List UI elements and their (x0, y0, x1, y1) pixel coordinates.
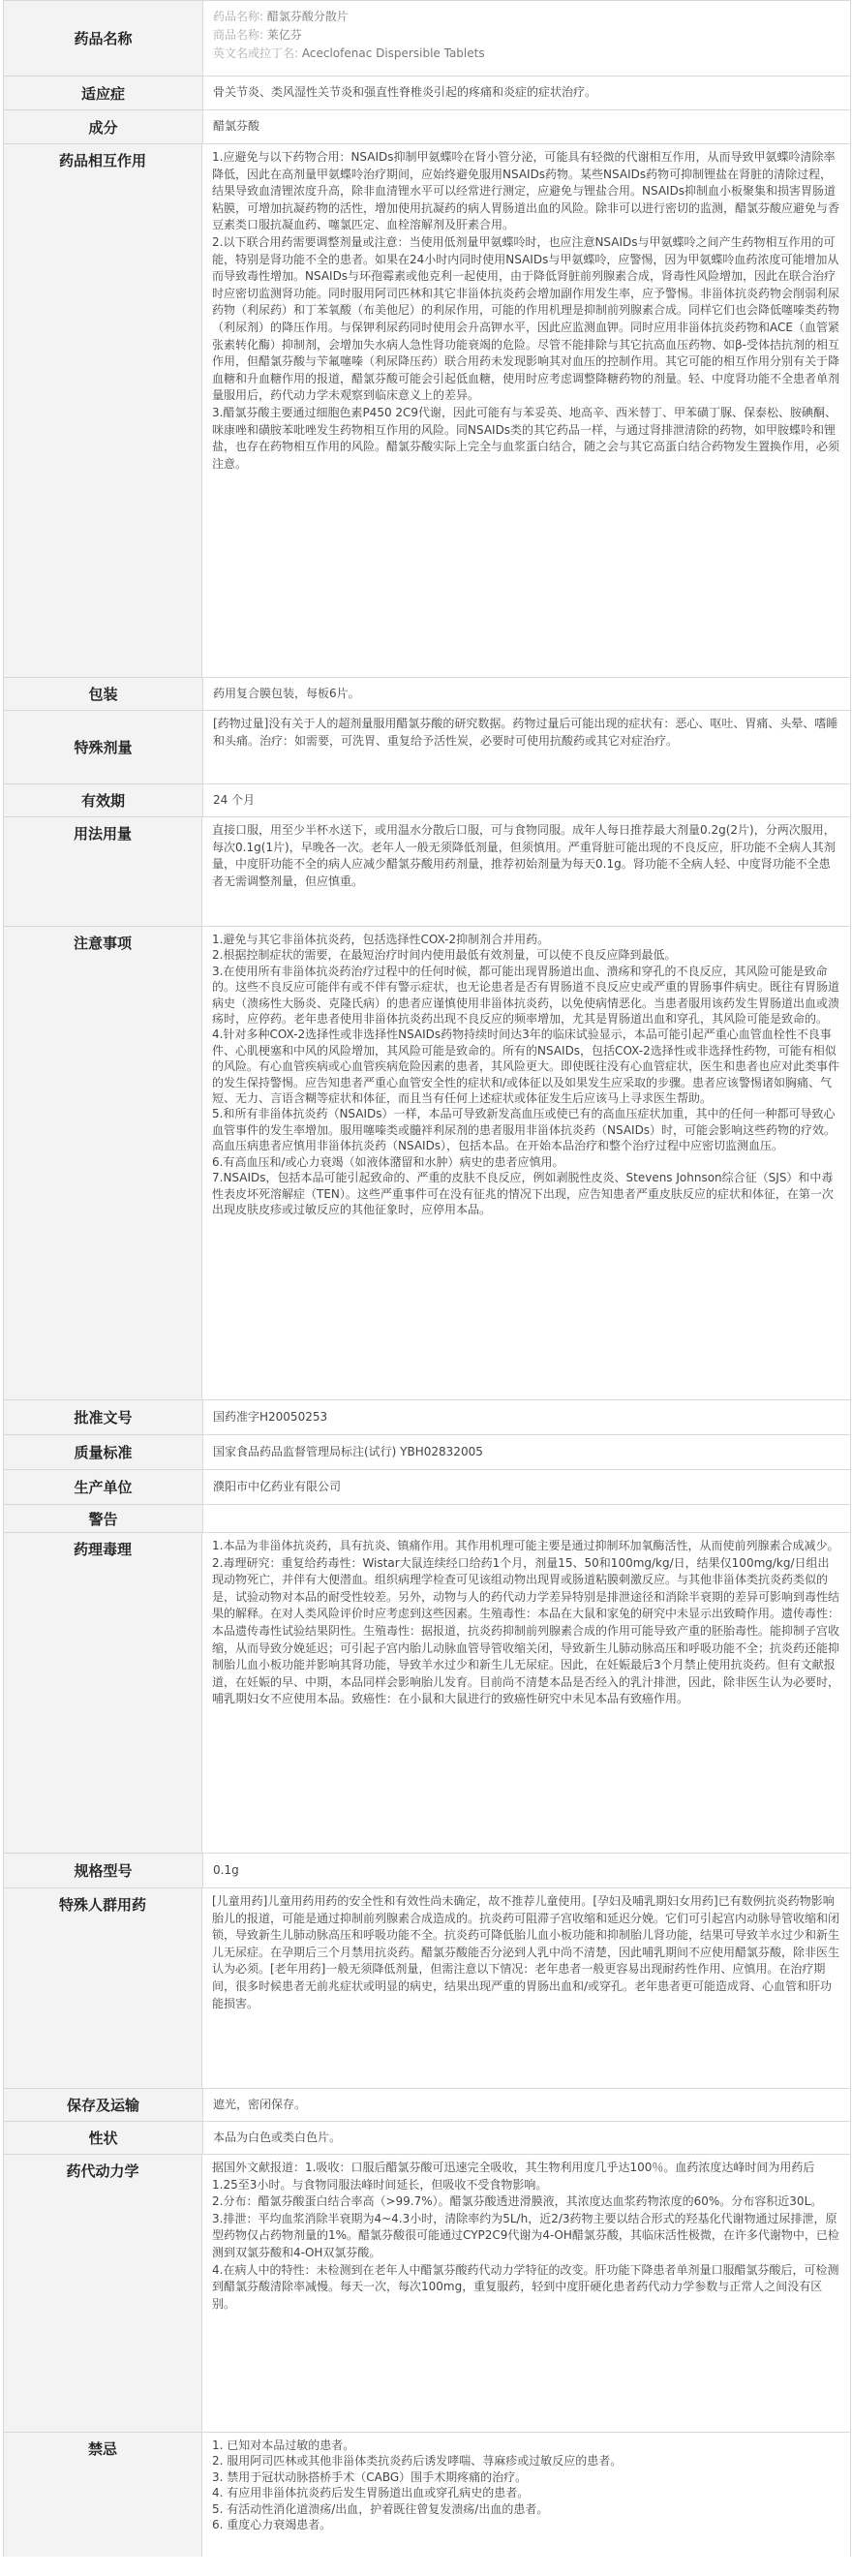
manufacturer-text: 濮阳市中亿药业有限公司 (213, 1479, 342, 1493)
row-warning (4, 1505, 850, 1533)
ingredient-text: 醋氯芬酸 (213, 119, 260, 134)
interaction-para: 3.醋氯芬酸主要通过细胞色素P450 2C9代谢，因此可能有与苯妥英、地高辛、西米替丁、甲苯磺丁脲、保泰松、胺碘酮、咪康唑和磺胺苯吡唑发生药物相互作用的风险。同NSAIDs类的其它药品一样，与通过肾排泄清除的药物，如甲胺蝶呤和锂盐，也存在药物相互作用的风险。醋氯芬酸实际上完全与血浆蛋白结合，随之会与其它高蛋白结合药物发生置换作用，必须注意。 (212, 405, 840, 471)
row-drug-name (4, 1, 850, 77)
quality-text: 国家食品药品监督管理局标注(试行) YBH02832005 (213, 1444, 483, 1458)
row-pharmacokinetics (4, 2155, 850, 2433)
contraindications-list (202, 2433, 850, 2557)
row-label: 药代动力学 (4, 2155, 202, 2432)
spec-text: 0.1g (213, 1862, 239, 1877)
row-label: 保存及运输 (4, 2089, 203, 2121)
row-label: 特殊剂量 (4, 711, 203, 783)
dosage-text: 直接口服，用至少半杯水送下，或用温水分散后口服，可与食物同服。成年人每日推荐最大剂量0.2g(2片)，分两次服用，每次0.1g(1片)，早晚各一次。老年人一般无须降低剂量，但须慎用。严重肾脏可能出现的不良反应，肝功能不全病人其剂量，中度肝功能不全的病人应减少醋氯芬酸用药剂量，推荐初始剂量为每天0.1g。肾功能不全病人轻、中度肾功能不全患者无需调整剂量，但应慎重。 (212, 823, 836, 888)
precaution-para: 6.有高血压和/或心力衰竭（如液体潴留和水肿）病史的患者应慎用。 (212, 1154, 564, 1169)
row-label: 适应症 (4, 77, 203, 109)
special-population-text: [儿童用药]儿童用药用药的安全性和有效性尚未确定，故不推荐儿童使用。[孕妇及哺乳期妇女用药]已有数例抗炎药物影响胎儿的报道，可能是通过抑制前列腺素合成造成的。抗炎药可阻滞子宫收缩和延迟分娩。它们可引起宫内动脉导管收缩和闭锁，导致新生儿肺动脉高压和呼吸功能不全。抗炎药可降低胎儿血小板功能和抑制胎儿肾功能，结果可导致羊水过少和新生儿无尿症。在孕期后三个月禁用抗炎药。醋氯芬酸能否分泌到人乳中尚不清楚，因此哺乳期间不应使用醋氯芬酸，除非医生认为必须。[老年用药]一般无须降低剂量，但需注意以下情况：老年患者一般更容易出现耐药性作用、应慎用。在治疗期间，很多时候患者无前兆症状或明显的病史，结果出现严重的胃肠出血和/或穿孔。老年患者更可能造成肾、心血管和肝功能损害。 (212, 1894, 840, 2010)
row-label: 有效期 (4, 784, 203, 816)
validity-text: 24 个月 (213, 792, 256, 807)
precaution-para: 5.和所有非甾体抗炎药（NSAIDs）一样，本品可导致新发高血压或使已有的高血压症状加重，其中的任何一种都可导致心血管事件的发生率增加。服用噻嗪类或髓袢利尿剂的患者服用非甾体抗炎药（NSAIDs）时，可能会影响这些药物的疗效。高血压病患者应慎用非甾体抗炎药（NSAIDs），包括本品。在开始本品治疗和整个治疗过程中应密切监测血压。 (212, 1107, 837, 1153)
row-quality-standard (4, 1435, 850, 1470)
row-label: 性状 (4, 2122, 203, 2154)
row-toxicology (4, 1533, 850, 1854)
overdose-text: [药物过量]没有关于人的超剂量服用醋氯芬酸的研究数据。药物过量后可能出现的症状有：恶心、呕吐、胃痛、头晕、嗜睡和头痛。治疗：如需要，可洗胃、重复给予活性炭，必要时可使用抗酸药或其它对症治疗。 (213, 717, 838, 748)
interaction-para: 1.应避免与以下药物合用：NSAIDs抑制甲氨蝶呤在肾小管分泌，可能具有轻微的代谢相互作用，从而导致甲氨蝶呤清除率降低，因此在高剂量甲氨蝶呤治疗期间，应始终避免服用NSAIDs药物。某些NSAIDs药物可抑制锂盐在肾脏的清除过程，结果导致血清锂浓度升高，除非血清锂水平可以经常进行测定，应避免与锂盐合用。NSAIDs抑制血小板聚集和损害胃肠道粘膜，可增加抗凝药物的活性，增加使用抗凝药的病人胃肠道出血的风险。除非可以进行密切的监测，醋氯芬酸应避免与香豆素类口服抗凝血药、噻氯匹定、血栓溶解剂及肝素合用。 (212, 150, 840, 232)
warning-text (203, 1505, 850, 1532)
contraindication-item: 6. 重度心力衰竭患者。 (212, 2518, 332, 2532)
row-storage (4, 2089, 850, 2122)
row-manufacturer (4, 1470, 850, 1505)
row-label: 成分 (4, 110, 203, 143)
storage-text: 遮光，密闭保存。 (213, 2097, 307, 2111)
contraindication-item: 5. 有活动性消化道溃疡/出血，护着既往曾复发溃疡/出血的患者。 (212, 2501, 549, 2516)
english-name-value: Aceclofenac Dispersible Tablets (301, 46, 485, 60)
row-label: 药品相互作用 (4, 144, 202, 677)
approval-text: 国药准字H20050253 (213, 1409, 328, 1424)
trade-name-label: 商品名称: (213, 28, 264, 42)
row-package (4, 678, 850, 711)
row-label: 包装 (4, 678, 203, 710)
generic-name-value: 醋氯芬酸分散片 (266, 10, 349, 23)
interaction-para: 2.以下联合用药需要调整剂量或注意：当使用低剂量甲氨蝶呤时，也应注意NSAIDs与甲氨蝶呤之间产生药物相互作用的可能，特别是肾功能不全的患者。如果在24小时内同时使用NSAIDs与甲氨蝶呤，应警惕，因为甲氨蝶呤血药浓度可能增加从而导致毒性增加。NSAIDs与环孢霉素或他克利一起使用，由于降低肾脏前列腺素合成，肾毒性风险增加，因此在联合治疗时应密切监测肾功能。同时服用阿司匹林和其它非甾体抗炎药会增加副作用发生率，应予警惕。非甾体抗炎药物会削弱利尿药物（利尿药）和丁苯氧酸（布美他尼）的利尿作用，可能的作用机理是抑制前列腺素合成。同样它们也会降低噻嗪类药物（利尿剂）的降压作用。与保钾利尿药同时使用会升高钾水平，因此应监测血钾。同时应用非甾体抗炎药物和ACE（血管紧张素转化酶）抑制剂，会增加失水病人急性肾功能衰竭的危险。尽管不能排除与其它抗高血压药物、如β-受体拮抗剂的相互作用，但醋氯芬酸与苄氟噻嗪（利尿降压药）联合用药未发现影响其对血压的控制作用。其它可能的相互作用分别有关于降血糖和升血糖作用的报道，醋氯芬酸可能会引起低血糖，使用时应考虑调整降糖药物的剂量。轻、中度肾功能不全患者单剂量服用后，药代动力学未观察到临床意义上的差异。 (212, 234, 840, 403)
drug-name-block (203, 1, 850, 76)
pk-para: 4.在病人中的特性：未检测到在老年人中醋氯芬酸药代动力学特征的改变。肝功能下降患者单剂量口服醋氯芬酸后，可检测到醋氯芬酸清除率减慢。每天一次，每次100mg，重复服药，轻到中度肝硬化患者药代动力学参数与正常人之间没有区别。 (212, 2262, 839, 2311)
row-label: 药品名称 (4, 1, 203, 76)
row-ingredient (4, 110, 850, 144)
toxicology-para: 2.毒理研究：重复给药毒性：Wistar大鼠连续经口给药1个月，剂量15、50和100mg/kg/日，结果仅100mg/kg/日组出现动物死亡，并伴有大便潜血。组织病理学检查可见该组动物出现胃或肠道粘膜刺激反应。与其他非甾体类抗炎药类似的是，试验动物对本品的耐受性较差。另外，动物与人的药代动力学差异特别是排泄途径和消除半衰期的差异可影响到毒性结果的解释。在对人类风险评价时应考虑到这些因素。生殖毒性：本品在大鼠和家兔的研究中未显示出致畸作用。遗传毒性：本品遗传毒性试验结果阴性。生殖毒性：据报道，抗炎药抑制前列腺素合成的作用可能导致产重的胚胎毒性。能抑制子宫收缩，从而导致分娩延迟；可引起子宫内胎儿动脉血管导管收缩关闭，导致新生儿肺动脉高压和呼吸功能不全；抗炎药还能抑制胎儿血小板功能并影响其肾功能，导致羊水过少和新生儿无尿症。因此，在妊娠最后3个月禁止使用抗炎药。但有文献报道，在妊娠的早、中期，本品同样会影响胎儿发育。目前尚不清楚本品是否经入的乳汁排泄，因此，除非医生认为必要时，哺乳期妇女不应使用本品。致癌性：在小鼠和大鼠进行的致癌性研究中未见本品有致癌作用。 (212, 1555, 840, 1706)
property-text: 本品为白色或类白色片。 (213, 2130, 342, 2144)
row-dosage (4, 817, 850, 927)
precaution-para: 4.针对多种COX-2选择性或非选择性NSAIDs药物持续时间达3年的临床试验显示，本品可能引起严重心血管血栓性不良事件、心肌梗塞和中风的风险增加，其风险可能是致命的。所有的NSAIDs，包括COX-2选择性或非选择性药物，可能有相似的风险。有心血管疾病或心血管疾病危险因素的患者，其风险更大。即使既往没有心血管症状，医生和患者也应对此类事件的发生保持警惕。应告知患者严重心血管安全性的症状和/或体征以及如果发生应采取的步骤。患者应该警惕诸如胸痛、气短、无力、言语含糊等症状和体征，而且当有任何上述症状或体征发生后应该马上寻求医生帮助。 (212, 1027, 840, 1106)
pk-para: 据国外文献报道：1.吸收：口服后醋氯芬酸可迅速完全吸收，其生物利用度几乎达100％。血药浓度达峰时间为用药后1.25至3小时。与食物同服法峰时间延长，但吸收不受食物影响。 (212, 2161, 815, 2192)
precaution-para: 1.避免与其它非甾体抗炎药，包括选择性COX-2抑制剂合并用药。 (212, 933, 550, 946)
contraindication-item: 3. 禁用于冠状动脉搭桥手术（CABG）围手术期疼痛的治疗。 (212, 2469, 528, 2484)
row-label: 警告 (4, 1505, 203, 1532)
precaution-para: 3.在使用所有非甾体抗炎药治疗过程中的任何时候，都可能出现胃肠道出血、溃疡和穿孔的不良反应，其风险可能是致命的。这些不良反应可能伴有或不伴有警示症状，也无论患者是否有胃肠道不良反应史或严重的胃肠事件病史。既往有胃肠道病史（溃疡性大肠炎、克隆氏病）的患者应谨慎使用非甾体抗炎药，以免使病情恶化。当患者服用该药发生胃肠道出血或溃疡时，应停药。老年患者使用非甾体抗炎药出现不良反应的频率增加，尤其是胃肠道出血和穿孔，其风险可能是致命的。 (212, 964, 840, 1027)
row-label: 特殊人群用药 (4, 1888, 202, 2088)
trade-name-value: 莱亿芬 (266, 28, 302, 42)
english-name-label: 英文名或拉丁名: (213, 46, 299, 60)
toxicology-text (202, 1533, 850, 1853)
row-spec (4, 1854, 850, 1888)
row-precautions (4, 927, 850, 1400)
package-text: 药用复合膜包装，每板6片。 (213, 686, 360, 700)
contraindication-item: 1. 已知对本品过敏的患者。 (212, 2438, 355, 2452)
contraindication-item: 2. 服用阿司匹林或其他非甾体类抗炎药后诱发哮喘、荨麻疹或过敏反应的患者。 (212, 2454, 623, 2469)
row-label: 用法用量 (4, 817, 202, 926)
row-label: 注意事项 (4, 927, 202, 1399)
precaution-para: 7.NSAIDs，包括本品可能引起致命的、严重的皮肤不良反应，例如剥脱性皮炎、Stevens Johnson综合征（SJS）和中毒性表皮坏死溶解症（TEN）。这些严重事件可在没有征兆的情况下出现，应告知患者严重皮肤反应的症状和体征，在第一次出现皮肤皮疹或过敏反应的其他征象时，应停用本品。 (212, 1171, 834, 1216)
pharmacokinetics-text (202, 2155, 850, 2432)
pk-para: 3.排泄：平均血浆消除半衰期为4~4.3小时，清除率约为5L/h，近2/3药物主要以结合形式的羟基化代谢物通过尿排泄，原型药物仅占药物剂量的1%。醋氯芬酸很可能通过CYP2C9代谢为4-OH醋氯芬酸，其临床活性极微，在许多代谢物中，已检测到双氯芬酸和4-OH双氯芬酸。 (212, 2211, 839, 2259)
row-label: 禁忌 (4, 2433, 202, 2557)
row-contraindications (4, 2433, 850, 2557)
pk-para: 2.分布：醋氯芬酸蛋白结合率高（>99.7%）。醋氯芬酸透进滑膜液，其浓度达血浆药物浓度的60%。分布容积近30L。 (212, 2194, 823, 2209)
row-label: 质量标准 (4, 1435, 203, 1469)
row-label: 药理毒理 (4, 1533, 202, 1853)
row-validity (4, 784, 850, 817)
indication-text: 骨关节炎、类风湿性关节炎和强直性脊椎炎引起的疼痛和炎症的症状治疗。 (213, 85, 597, 100)
precautions-text (202, 927, 850, 1399)
precaution-para: 2.根据控制症状的需要，在最短治疗时间内使用最低有效剂量，可以使不良反应降到最低。 (212, 948, 677, 963)
row-label: 规格型号 (4, 1854, 203, 1887)
row-overdose (4, 711, 850, 784)
generic-name-label: 药品名称: (213, 10, 264, 23)
row-special-population (4, 1888, 850, 2089)
contraindication-item: 4. 有应用非甾体抗炎药后发生胃肠道出血或穿孔病史的患者。 (212, 2486, 530, 2500)
row-interaction (4, 144, 850, 678)
row-property (4, 2122, 850, 2155)
row-approval (4, 1400, 850, 1435)
interaction-text (202, 144, 850, 677)
drug-info-table (3, 0, 851, 2557)
row-label: 生产单位 (4, 1470, 203, 1504)
row-label: 批准文号 (4, 1400, 203, 1434)
row-indication (4, 77, 850, 110)
toxicology-para: 1.本品为非甾体抗炎药，具有抗炎、镇痛作用。其作用机理可能主要是通过抑制环加氧酶活性，从而使前列腺素合成减少。 (212, 1539, 839, 1552)
